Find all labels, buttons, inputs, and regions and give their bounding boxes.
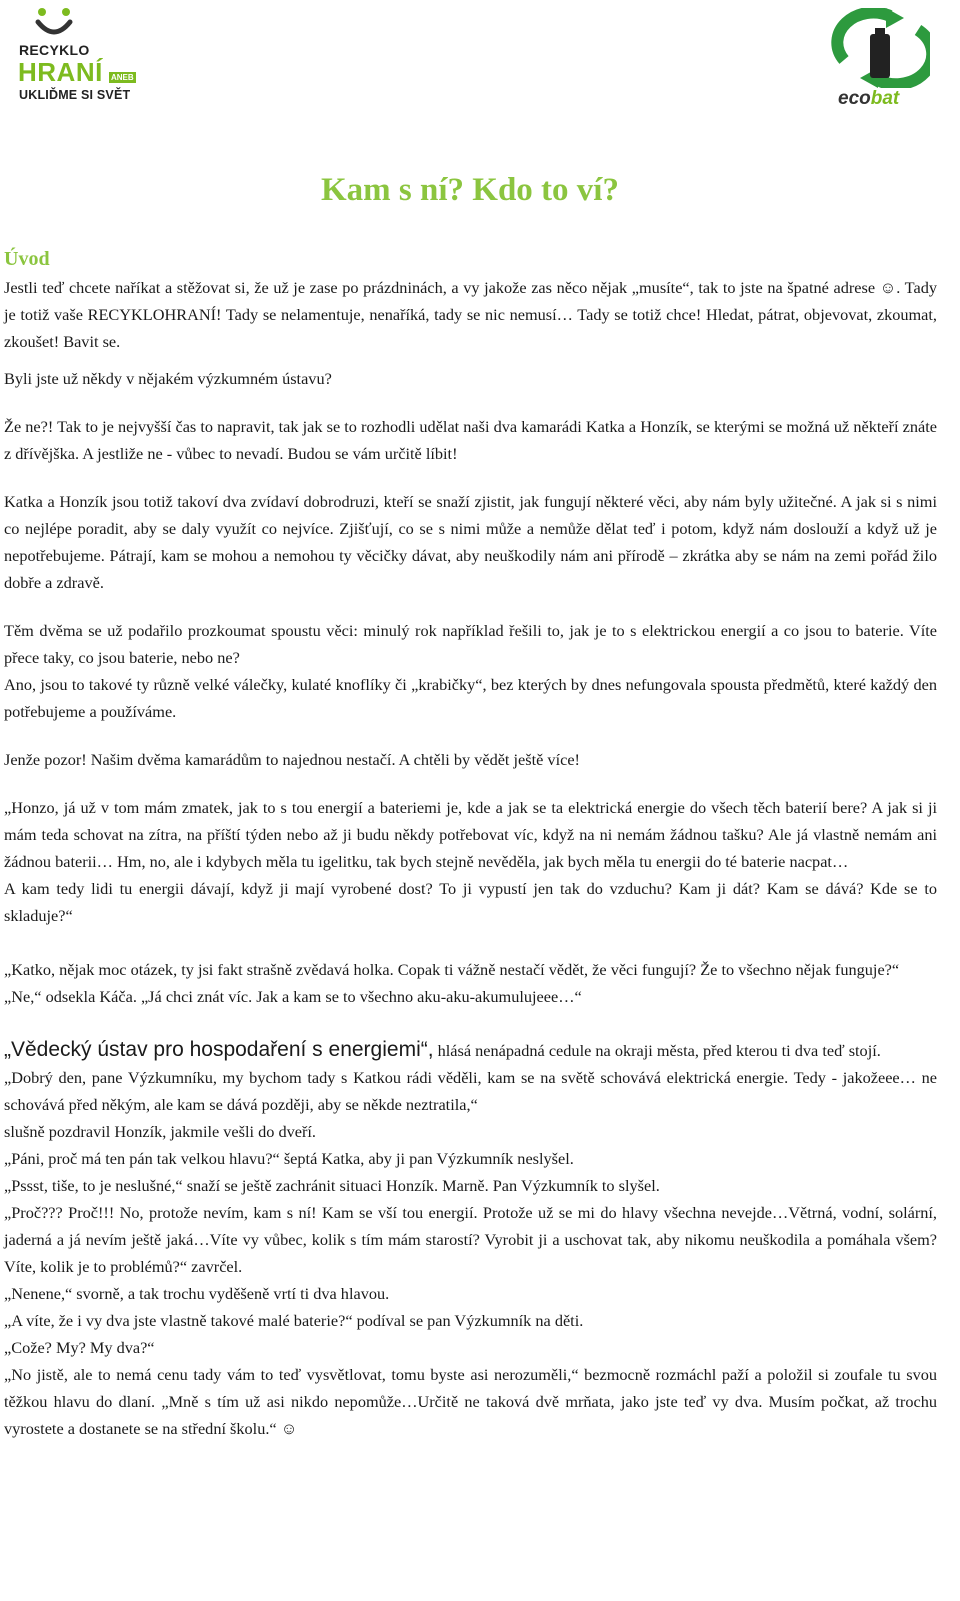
institute-paragraph — [4, 1036, 937, 1064]
logo-line-1: RECYKLO — [19, 42, 90, 58]
dialogue-paragraph: „Nenene,“ svorně, a tak trochu vyděšeně vrtí ti dva hlavou. — [4, 1284, 390, 1303]
ecobat-wordmark — [838, 88, 899, 110]
paragraph: Katka a Honzík jsou totiž takoví dva zvídaví dobrodruzi, kteří se snaží zjistit, jak fungují některé věci, aby nám byly užitečné. A jak si s nimi co nejlépe poradit, aby se daly využít co nejvíce. Zjišťují, co se s nimi může a nemůže dělat teď i potom, když nám doslouží a když už je nepotřebujeme. Pátrají, kam se mohou a nemohou ty věcičky dávat, aby neuškodily nám ani přírodě – zkrátka aby se nám na zemi pořád žilo dobře a zdravě. — [4, 492, 937, 592]
dialogue-paragraph: „Ne,“ odsekla Káča. „Já chci znát víc. Jak a kam se to všechno aku-aku-akumulujeee…“ — [4, 987, 582, 1006]
paragraph: Ano, jsou to takové ty různě velké válečky, kulaté knoflíky či „krabičky“, bez kterých by dnes nefungovala spousta předmětů, které každý den potřebujeme a používáme. — [4, 675, 937, 721]
dialogue-paragraph: „No jistě, ale to nemá cenu tady vám to teď vysvětlovat, tomu byste asi nerozuměli,“ bezmocně rozmáchl paží a položil si zoufale tu svou těžkou hlavu do dlaní. „Mně s tím už asi nikdo nepomůže…Určitě ne taková dvě mrňata, jako jste teď vy dva. Musím počkat, až trochu vyrostete a dostanete se na střední školu.“ ☺ — [4, 1365, 937, 1438]
paragraph: Jenže pozor! Našim dvěma kamarádům to najednou nestačí. A chtěli by vědět ještě více! — [4, 750, 580, 769]
section-heading: Úvod — [4, 248, 50, 270]
logo-badge: ANEB — [111, 73, 134, 82]
smile-logo-icon — [34, 6, 74, 40]
page-title: Kam s ní? Kdo to ví? — [321, 172, 619, 208]
institute-rest: hlásá nenápadná cedule na okraji města, před kterou ti dva teď stojí. — [433, 1041, 881, 1060]
paragraph: Jestli teď chcete naříkat a stěžovat si, že už je zase po prázdninách, a vy jakože zas něco nějak „musíte“, tak to jste na špatné adrese ☺. Tady je totiž vaše RECYKLOHRANÍ! Tady se nelamentuje, nenaříká, tady se nic nemusí… Tady se totiž chce! Hledat, pátrat, objevovat, zkoumat, zkoušet! Bavit se. — [4, 278, 937, 351]
paragraph: Těm dvěma se už podařilo prozkoumat spoustu věci: minulý rok například řešili to, jak je to s elektrickou energií a co jsou to baterie. Víte přece taky, co jsou baterie, nebo ne? — [4, 621, 937, 667]
dialogue-paragraph: „Páni, proč má ten pán tak velkou hlavu?“ šeptá Katka, aby ji pan Výzkumník neslyšel. — [4, 1149, 574, 1168]
paragraph: Že ne?! Tak to je nejvyšší čas to napravit, tak jak se to rozhodli udělat naši dva kamarádi Katka a Honzík, se kterými se možná už někteří znáte z dřívějška. A jestliže ne - vůbec to nevadí. Budou se vám určitě líbit! — [4, 417, 937, 463]
recyklohrani-logo — [16, 6, 146, 100]
ecobat-logo — [830, 8, 930, 110]
dialogue-paragraph: „A víte, že i vy dva jste vlastně takové malé baterie?“ podíval se pan Výzkumník na děti. — [4, 1311, 584, 1330]
dialogue-paragraph: „Proč??? Proč!!! No, protože nevím, kam s ní! Kam se vší tou energií. Protože už se mi do hlavy všechna nevejde…Větrná, vodní, solární, jaderná a já nevím ještě jaká…Víte vy vůbec, kolik s tím mám starostí? Vyrobit ji a uschovat tak, aby nikomu neuškodila a pomáhala všem? Víte, kolik je to problémů?“ zavrčel. — [4, 1203, 937, 1276]
dialogue-paragraph: slušně pozdravil Honzík, jakmile vešli do dveří. — [4, 1122, 316, 1141]
page-header — [0, 0, 960, 130]
dialogue-paragraph: A kam tedy lidi tu energii dávají, když ji mají vyrobené dost? To ji vypustí jen tak do vzduchu? Kam ji dát? Kam se dává? Kde se to skladuje?“ — [4, 879, 937, 925]
document-body — [4, 244, 937, 1442]
paragraph: Byli jste už někdy v nějakém výzkumném ústavu? — [4, 369, 332, 388]
ecobat-eco: eco — [838, 88, 871, 109]
dialogue-paragraph: „Pssst, tiše, to je neslušné,“ snaží se ještě zachránit situaci Honzík. Marně. Pan Výzkumník to slyšel. — [4, 1176, 660, 1195]
logo-line-3: UKLIĎME SI SVĚT — [19, 88, 131, 102]
ecobat-bat: bat — [870, 88, 900, 109]
dialogue-paragraph: „Dobrý den, pane Výzkumníku, my bychom tady s Katkou rádi věděli, kam se na světě schovává elektrická energie. Tedy - jakožeee… ne schovává před někým, ale kam se dává později, aby se někde neztratila,“ — [4, 1068, 937, 1114]
institute-name: „Vědecký ústav pro hospodaření s energiemi“, — [4, 1038, 434, 1061]
dialogue-paragraph: „Katko, nějak moc otázek, ty jsi fakt strašně zvědavá holka. Copak ti vážně nestačí vědět, že věci fungují? Že to všechno nějak funguje?“ — [4, 960, 900, 979]
battery-recycle-icon — [830, 8, 930, 88]
dialogue-paragraph: „Honzo, já už v tom mám zmatek, jak to s tou energií a bateriemi je, kde a jak se ta elektrická energie do všech těch baterií bere? A jak si ji mám teda schovat na zítra, na příští týden nebo až ji budu někdy potřebovat víc, když na ni nemám žádnou tašku? Ale já vlastně nemám ani žádnou baterii… Hm, no, ale i kdybych měla tu igelitku, tak bych stejně nevěděla, jak bych měla tu energii do té baterie nacpat… — [4, 798, 937, 871]
dialogue-paragraph: „Cože? My? My dva?“ — [4, 1338, 155, 1357]
logo-line-2: HRANÍ — [18, 57, 103, 87]
